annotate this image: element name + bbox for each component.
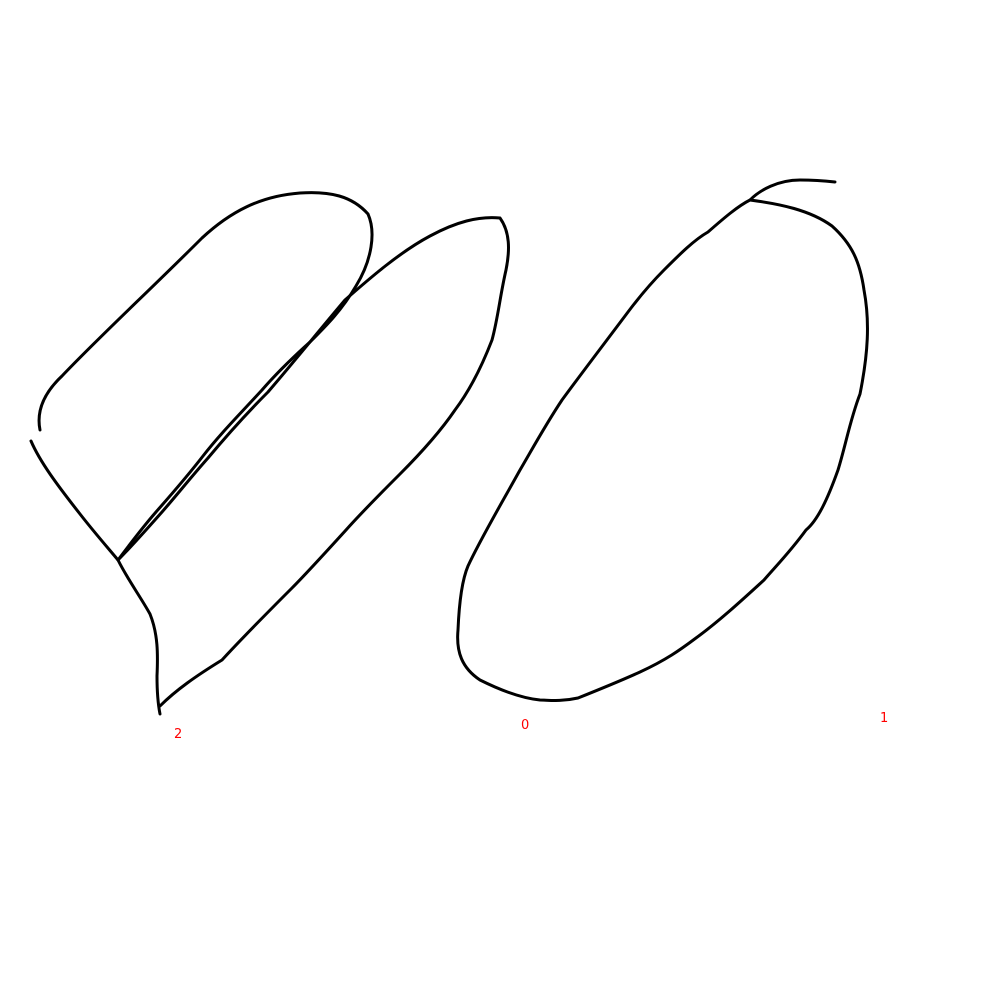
shape-label-0: 0 [521,718,530,733]
shape-label-2: 2 [174,727,183,742]
sketch-left-edge [31,441,160,714]
shape-label-1: 1 [880,711,889,726]
sketch-top-tail [750,180,835,200]
sketch-outer-lobe [39,193,372,560]
sketch-center-oval [458,200,868,701]
sketch-inner-lobe [118,218,508,706]
